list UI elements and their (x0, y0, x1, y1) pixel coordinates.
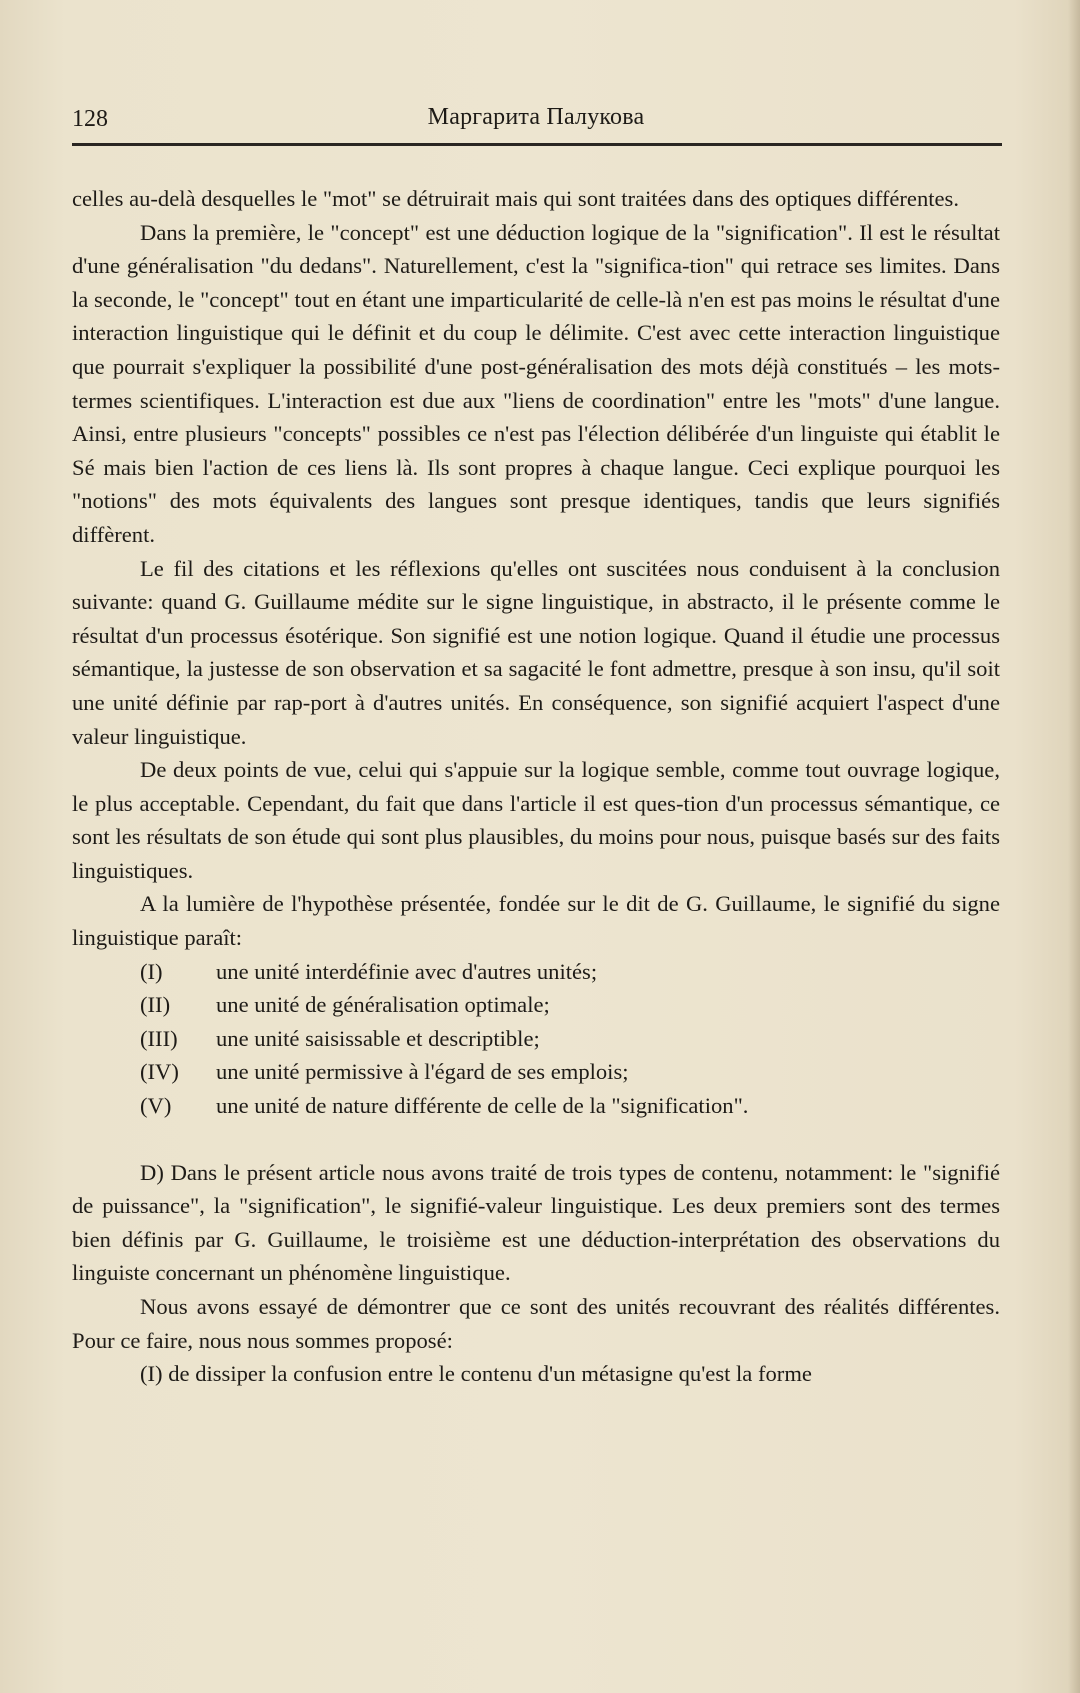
section-gap (72, 1123, 1000, 1156)
list-item-number: (IV) (140, 1059, 179, 1085)
list-item-text: une unité de généralisation optimale; (216, 992, 550, 1018)
list-item (72, 955, 1000, 989)
list-item (72, 988, 1000, 1022)
list-item-number: (I) (140, 958, 163, 984)
paragraph-8: (I) de dissiper la confusion entre le contenu d'un métasigne qu'est la forme (140, 1361, 812, 1387)
page-edge-shadow (1068, 0, 1080, 1693)
list-item-text: une unité interdéfinie avec d'autres unités; (216, 958, 598, 984)
page-header (72, 98, 1000, 142)
running-title: Маргарита Палукова (427, 104, 645, 130)
properties-list (72, 955, 1000, 1123)
paragraph-2: Dans la première, le "concept" est une déduction logique de la "signification". Il est le résultat d'une généralisation "du dedans". Naturellement, c'est la "significa-tion" qui retrace ses limites. Dans la seconde, le "concept" tout en étant une imparticularité de celle-là n'en est pas moins le résultat d'une interaction linguistique qui le définit et du coup le délimite. C'est avec cette interaction linguistique que pourrait s'expliquer la possibilité d'une post-généralisation des mots déjà constitués – les mots-termes scientifiques. L'interaction est due aux "liens de coordination" entre les "mots" d'une langue. Ainsi, entre plusieurs "concepts" possibles ce n'est pas l'élection délibérée d'un linguiste qui établit le Sé mais bien l'action de ces liens là. Ils sont propres à chaque langue. Ceci explique pourquoi les "notions" des mots équivalents des langues sont presque identiques, tandis que leurs signifiés diffèrent. (72, 219, 1000, 547)
paragraph-4: De deux points de vue, celui qui s'appuie sur la logique semble, comme tout ouvrage logique, le plus acceptable. Cependant, du fait que dans l'article il est ques-tion d'un processus sémantique, ce sont les résultats de son étude qui sont plus plausibles, du moins pour nous, puisque basés sur des faits linguistiques. (72, 757, 1000, 883)
list-item-text: une unité de nature différente de celle de la "signification". (216, 1093, 749, 1119)
list-item-number: (V) (140, 1093, 172, 1119)
paragraph-6: D) Dans le présent article nous avons traité de trois types de contenu, notamment: le "signifié de puissance", la "signification", le signifié-valeur linguistique. Les deux premiers sont des termes bien définis par G. Guillaume, le troisième est une déduction-interprétation des observations du linguiste concernant un phénomène linguistique. (72, 1159, 1000, 1286)
body-text (72, 182, 1000, 1391)
list-item (72, 1022, 1000, 1056)
paragraph-7: Nous avons essayé de démontrer que ce sont des unités recouvrant des réalités différentes. Pour ce faire, nous nous sommes proposé: (72, 1294, 1000, 1353)
page-number: 128 (72, 106, 108, 132)
list-item (72, 1089, 1000, 1123)
list-item-number: (III) (140, 1025, 178, 1051)
header-rule (72, 143, 1002, 146)
paragraph-3: Le fil des citations et les réflexions qu'elles ont suscitées nous conduisent à la conclusion suivante: quand G. Guillaume médite sur le signe linguistique, in abstracto, il le présente comme le résultat d'un processus ésotérique. Son signifié est une notion logique. Quand il étudie une processus sémantique, la justesse de son observation et sa sagacité le font admettre, presque à son insu, qu'il soit une unité définie par rap-port à d'autres unités. En conséquence, son signifié acquiert l'aspect d'une valeur linguistique. (72, 555, 1000, 749)
paragraph-5: A la lumière de l'hypothèse présentée, fondée sur le dit de G. Guillaume, le signifié du signe linguistique paraît: (72, 891, 1000, 951)
list-item (72, 1055, 1000, 1089)
list-item-number: (II) (140, 992, 171, 1018)
list-item-text: une unité saisissable et descriptible; (216, 1025, 540, 1051)
list-item-text: une unité permissive à l'égard de ses emplois; (216, 1059, 629, 1085)
paragraph-1: celles au-delà desquelles le "mot" se détruirait mais qui sont traitées dans des optiques différentes. (72, 186, 960, 211)
